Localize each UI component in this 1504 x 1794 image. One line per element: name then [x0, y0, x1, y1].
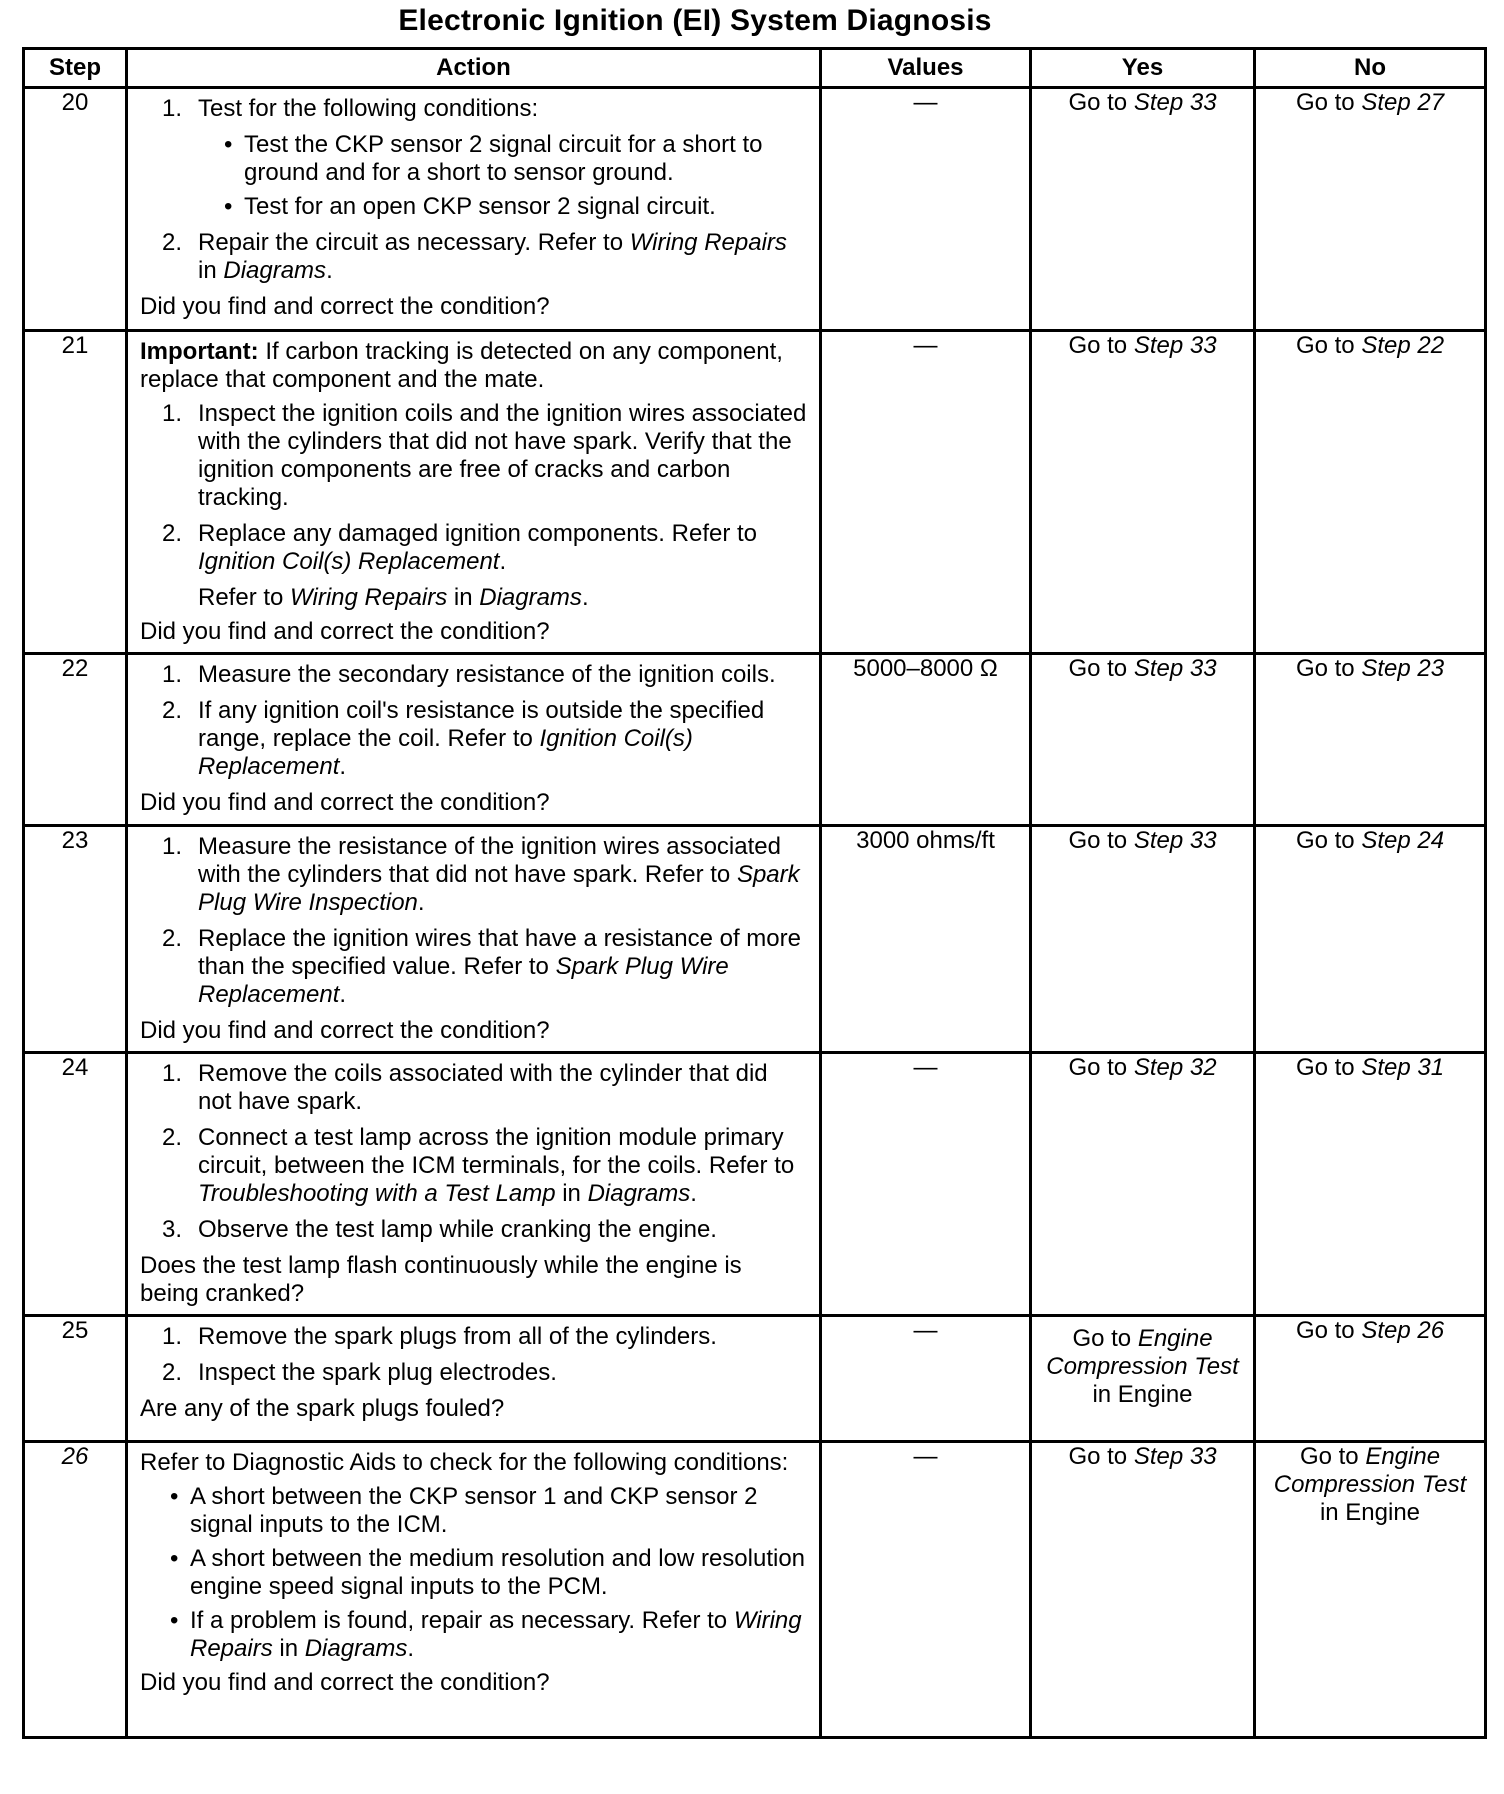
no-cell: Go to Step 27 [1255, 88, 1486, 331]
no-cell: Go to Step 31 [1255, 1053, 1486, 1316]
action-cell [127, 88, 821, 331]
header-no: No [1255, 49, 1486, 88]
action-cell [127, 826, 821, 1053]
table-row-step-26 [24, 1442, 1486, 1738]
header-action: Action [127, 49, 821, 88]
bullet-item: • Test the CKP sensor 2 signal circuit for a short to ground and for a short to sensor ground. [198, 131, 807, 187]
yes-cell: Go to Step 33 [1031, 826, 1255, 1053]
question: Did you find and correct the condition? [140, 1669, 550, 1696]
action-cell [127, 331, 821, 654]
bullet-item: • A short between the medium resolution and low resolution engine speed signal inputs to the PCM. [140, 1545, 807, 1601]
no-cell: Go to Step 23 [1255, 654, 1486, 826]
table-row-step-21 [24, 331, 1486, 654]
question: Does the test lamp flash continuously while the engine is being cranked? [140, 1252, 742, 1307]
no-cell: Go to Step 22 [1255, 331, 1486, 654]
question: Did you find and correct the condition? [140, 789, 550, 816]
no-cell: Go to Step 26 [1255, 1316, 1486, 1442]
value-cell: — [821, 1053, 1031, 1316]
question: Did you find and correct the condition? [140, 293, 550, 320]
header-yes: Yes [1031, 49, 1255, 88]
value-cell: — [821, 1316, 1031, 1442]
header-row [24, 49, 1486, 88]
step-number: 22 [24, 654, 127, 826]
action-cell [127, 1053, 821, 1316]
important-note: Important: If carbon tracking is detected on any component, replace that component and the mate. [140, 338, 783, 393]
value-cell: — [821, 1442, 1031, 1738]
bullet-item: • If a problem is found, repair as necessary. Refer to Wiring Repairs in Diagrams. [140, 1607, 807, 1663]
question: Did you find and correct the condition? [140, 618, 550, 645]
action-item: 1. Measure the resistance of the ignition wires associated with the cylinders that did not have spark. Refer to Spark Plug Wire Inspection. [162, 833, 800, 916]
yes-cell: Go to Engine Compression Test in Engine [1031, 1316, 1255, 1442]
action-item: 3. Observe the test lamp while cranking the engine. [162, 1216, 717, 1243]
value-cell: 3000 ohms/ft [821, 826, 1031, 1053]
action-item: 1. Inspect the ignition coils and the ignition wires associated with the cylinders that did not have spark. Verify that the ignition components are free of cracks and carbon tracking. [162, 400, 807, 511]
action-subnote: Refer to Wiring Repairs in Diagrams. [198, 584, 589, 611]
table-row-step-24 [24, 1053, 1486, 1316]
step-number: 24 [24, 1053, 127, 1316]
step-number: 21 [24, 331, 127, 654]
value-cell: — [821, 331, 1031, 654]
action-item: 2. Replace any damaged ignition components. Refer to Ignition Coil(s) Replacement. [162, 520, 758, 575]
action-item: 1. Measure the secondary resistance of the ignition coils. [162, 661, 776, 688]
action-item: 2. Replace the ignition wires that have a resistance of more than the specified value. Refer to Spark Plug Wire Replacement. [162, 925, 801, 1008]
step-number: 20 [24, 88, 127, 331]
table-row-step-22 [24, 654, 1486, 826]
yes-cell: Go to Step 33 [1031, 1442, 1255, 1738]
action-item: 1. Test for the following conditions: • Test the CKP sensor 2 signal circuit for a short to ground and for a short to sensor ground. • Test for an open CKP sensor 2 signal circuit. [140, 95, 807, 221]
yes-cell: Go to Step 33 [1031, 88, 1255, 331]
action-cell [127, 1316, 821, 1442]
value-cell: — [821, 88, 1031, 331]
no-cell: Go to Step 24 [1255, 826, 1486, 1053]
bullet-item: • Test for an open CKP sensor 2 signal circuit. [198, 193, 807, 221]
step-number: 26 [24, 1442, 127, 1738]
page-title: Electronic Ignition (EI) System Diagnosis [398, 4, 992, 37]
table-row-step-23 [24, 826, 1486, 1053]
diagnosis-table [22, 47, 1487, 1739]
table-row-step-25 [24, 1316, 1486, 1442]
step-number: 25 [24, 1316, 127, 1442]
action-item: 2. Connect a test lamp across the ignition module primary circuit, between the ICM terminals, for the coils. Refer to Troubleshooting with a Test Lamp in Diagrams. [162, 1124, 795, 1207]
yes-cell: Go to Step 33 [1031, 331, 1255, 654]
value-cell: 5000–8000 Ω [821, 654, 1031, 826]
action-intro: Refer to Diagnostic Aids to check for the following conditions: [140, 1449, 789, 1476]
header-values: Values [821, 49, 1031, 88]
action-item: 2. Repair the circuit as necessary. Refer to Wiring Repairs in Diagrams. [162, 229, 787, 284]
header-step: Step [24, 49, 127, 88]
action-cell [127, 1442, 821, 1738]
table-row-step-20 [24, 88, 1486, 331]
question: Are any of the spark plugs fouled? [140, 1395, 505, 1422]
no-cell: Go to Engine Compression Test in Engine [1255, 1442, 1486, 1738]
step-number: 23 [24, 826, 127, 1053]
question: Did you find and correct the condition? [140, 1017, 550, 1044]
action-item: 1. Remove the coils associated with the cylinder that did not have spark. [162, 1060, 768, 1115]
yes-cell: Go to Step 33 [1031, 654, 1255, 826]
action-item: 2. If any ignition coil's resistance is outside the specified range, replace the coil. Refer to Ignition Coil(s) Replacement. [162, 697, 765, 780]
action-cell [127, 654, 821, 826]
bullet-item: • A short between the CKP sensor 1 and CKP sensor 2 signal inputs to the ICM. [140, 1483, 807, 1539]
action-item: 2. Inspect the spark plug electrodes. [162, 1359, 557, 1386]
yes-cell: Go to Step 32 [1031, 1053, 1255, 1316]
action-item: 1. Remove the spark plugs from all of the cylinders. [162, 1323, 717, 1350]
